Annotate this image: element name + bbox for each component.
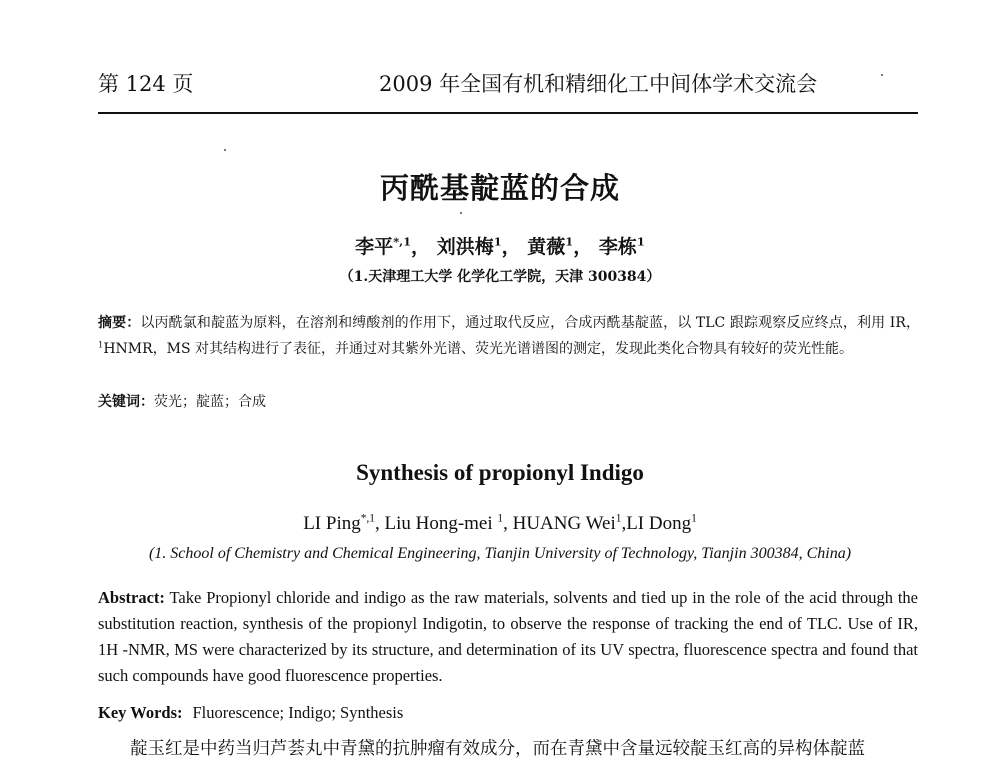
author-superscript: 1 [565,234,574,249]
author-name: 李栋 [598,236,637,258]
author-superscript: *,1 [360,512,375,525]
chinese-title: 丙酰基靛蓝的合成 [379,171,620,205]
body-paragraph: 靛玉红是中药当归芦荟丸中青黛的抗肿瘤有效成分，而在青黛中含量远较靛玉红高的异构体靛蓝 [130,739,865,759]
author-name: 黄薇 [527,236,566,258]
abstract-superscript: 1 [98,339,104,350]
abstract-text-cont: HNMR，MS 对其结构进行了表征，并通过对其紫外光谱、荧光光谱谱图的测定，发现此类化合物具有较好的荧光性能。 [103,341,854,357]
author-separator: , [621,513,627,534]
author-name: 李平 [355,236,394,258]
scan-speck [881,74,883,76]
scan-speck [224,149,226,151]
keywords-label: 关键词： [98,394,154,410]
author-separator: ， [573,236,593,258]
english-affiliation: (1. School of Chemistry and Chemical Engineering, Tianjin University of Technology, Tianjin 300384, China) [148,545,852,562]
author-superscript: 1 [691,512,697,525]
header-rule [98,112,918,114]
english-title: Synthesis of propionyl Indigo [356,460,644,485]
abstract-label: Abstract: [98,588,165,607]
abstract-label: 摘要： [98,315,141,331]
author-name: HUANG Wei [512,513,616,534]
author-superscript: *,1 [393,234,412,249]
keywords-text: 荧光；靛蓝；合成 [154,394,266,410]
author-superscript: 1 [497,512,504,525]
chinese-keywords [98,391,266,411]
abstract-text: Take Propionyl chloride and indigo as the raw materials, solvents and tied up in the role of the acid through the substitution reaction, synthesis of the propionyl Indigotin, to observe the response of tracking the end of TLC. Use of IR, 1H -NMR, MS were characterized by its structure, and determination of its UV spectra, fluorescence spectra and found that such compounds have good fluorescence properties. [98,588,918,685]
abstract-text: 以丙酰氯和靛蓝为原料，在溶剂和缚酸剂的作用下，通过取代反应，合成丙酰基靛蓝，以 TLC 跟踪观察反应终点，利用 IR， [140,315,921,331]
chinese-authors [0,232,1000,259]
page-number: 第 124 页 [98,72,194,96]
author-separator: , [503,513,513,534]
english-keywords [98,703,403,723]
chinese-affiliation: （1.天津理工大学 化学化工学院，天津 300384） [339,269,661,285]
chinese-abstract [98,310,920,362]
author-separator: ， [501,236,521,258]
scan-speck [460,212,462,214]
conference-title: 2009 年全国有机和精细化工中间体学术交流会 [379,72,818,96]
keywords-text: Fluorescence; Indigo; Synthesis [192,703,404,722]
english-authors [0,513,1000,535]
keywords-label: Key Words: [98,703,183,722]
author-name: 刘洪梅 [436,236,494,258]
author-separator: , [374,513,385,534]
author-separator: ， [411,236,431,258]
author-superscript: 1 [636,234,645,249]
author-name: LI Dong [626,513,692,534]
author-superscript: 1 [615,512,622,525]
author-superscript: 1 [493,234,502,249]
english-abstract [98,585,918,689]
author-name: Liu Hong-mei [384,513,498,534]
author-name: LI Ping [303,513,361,534]
